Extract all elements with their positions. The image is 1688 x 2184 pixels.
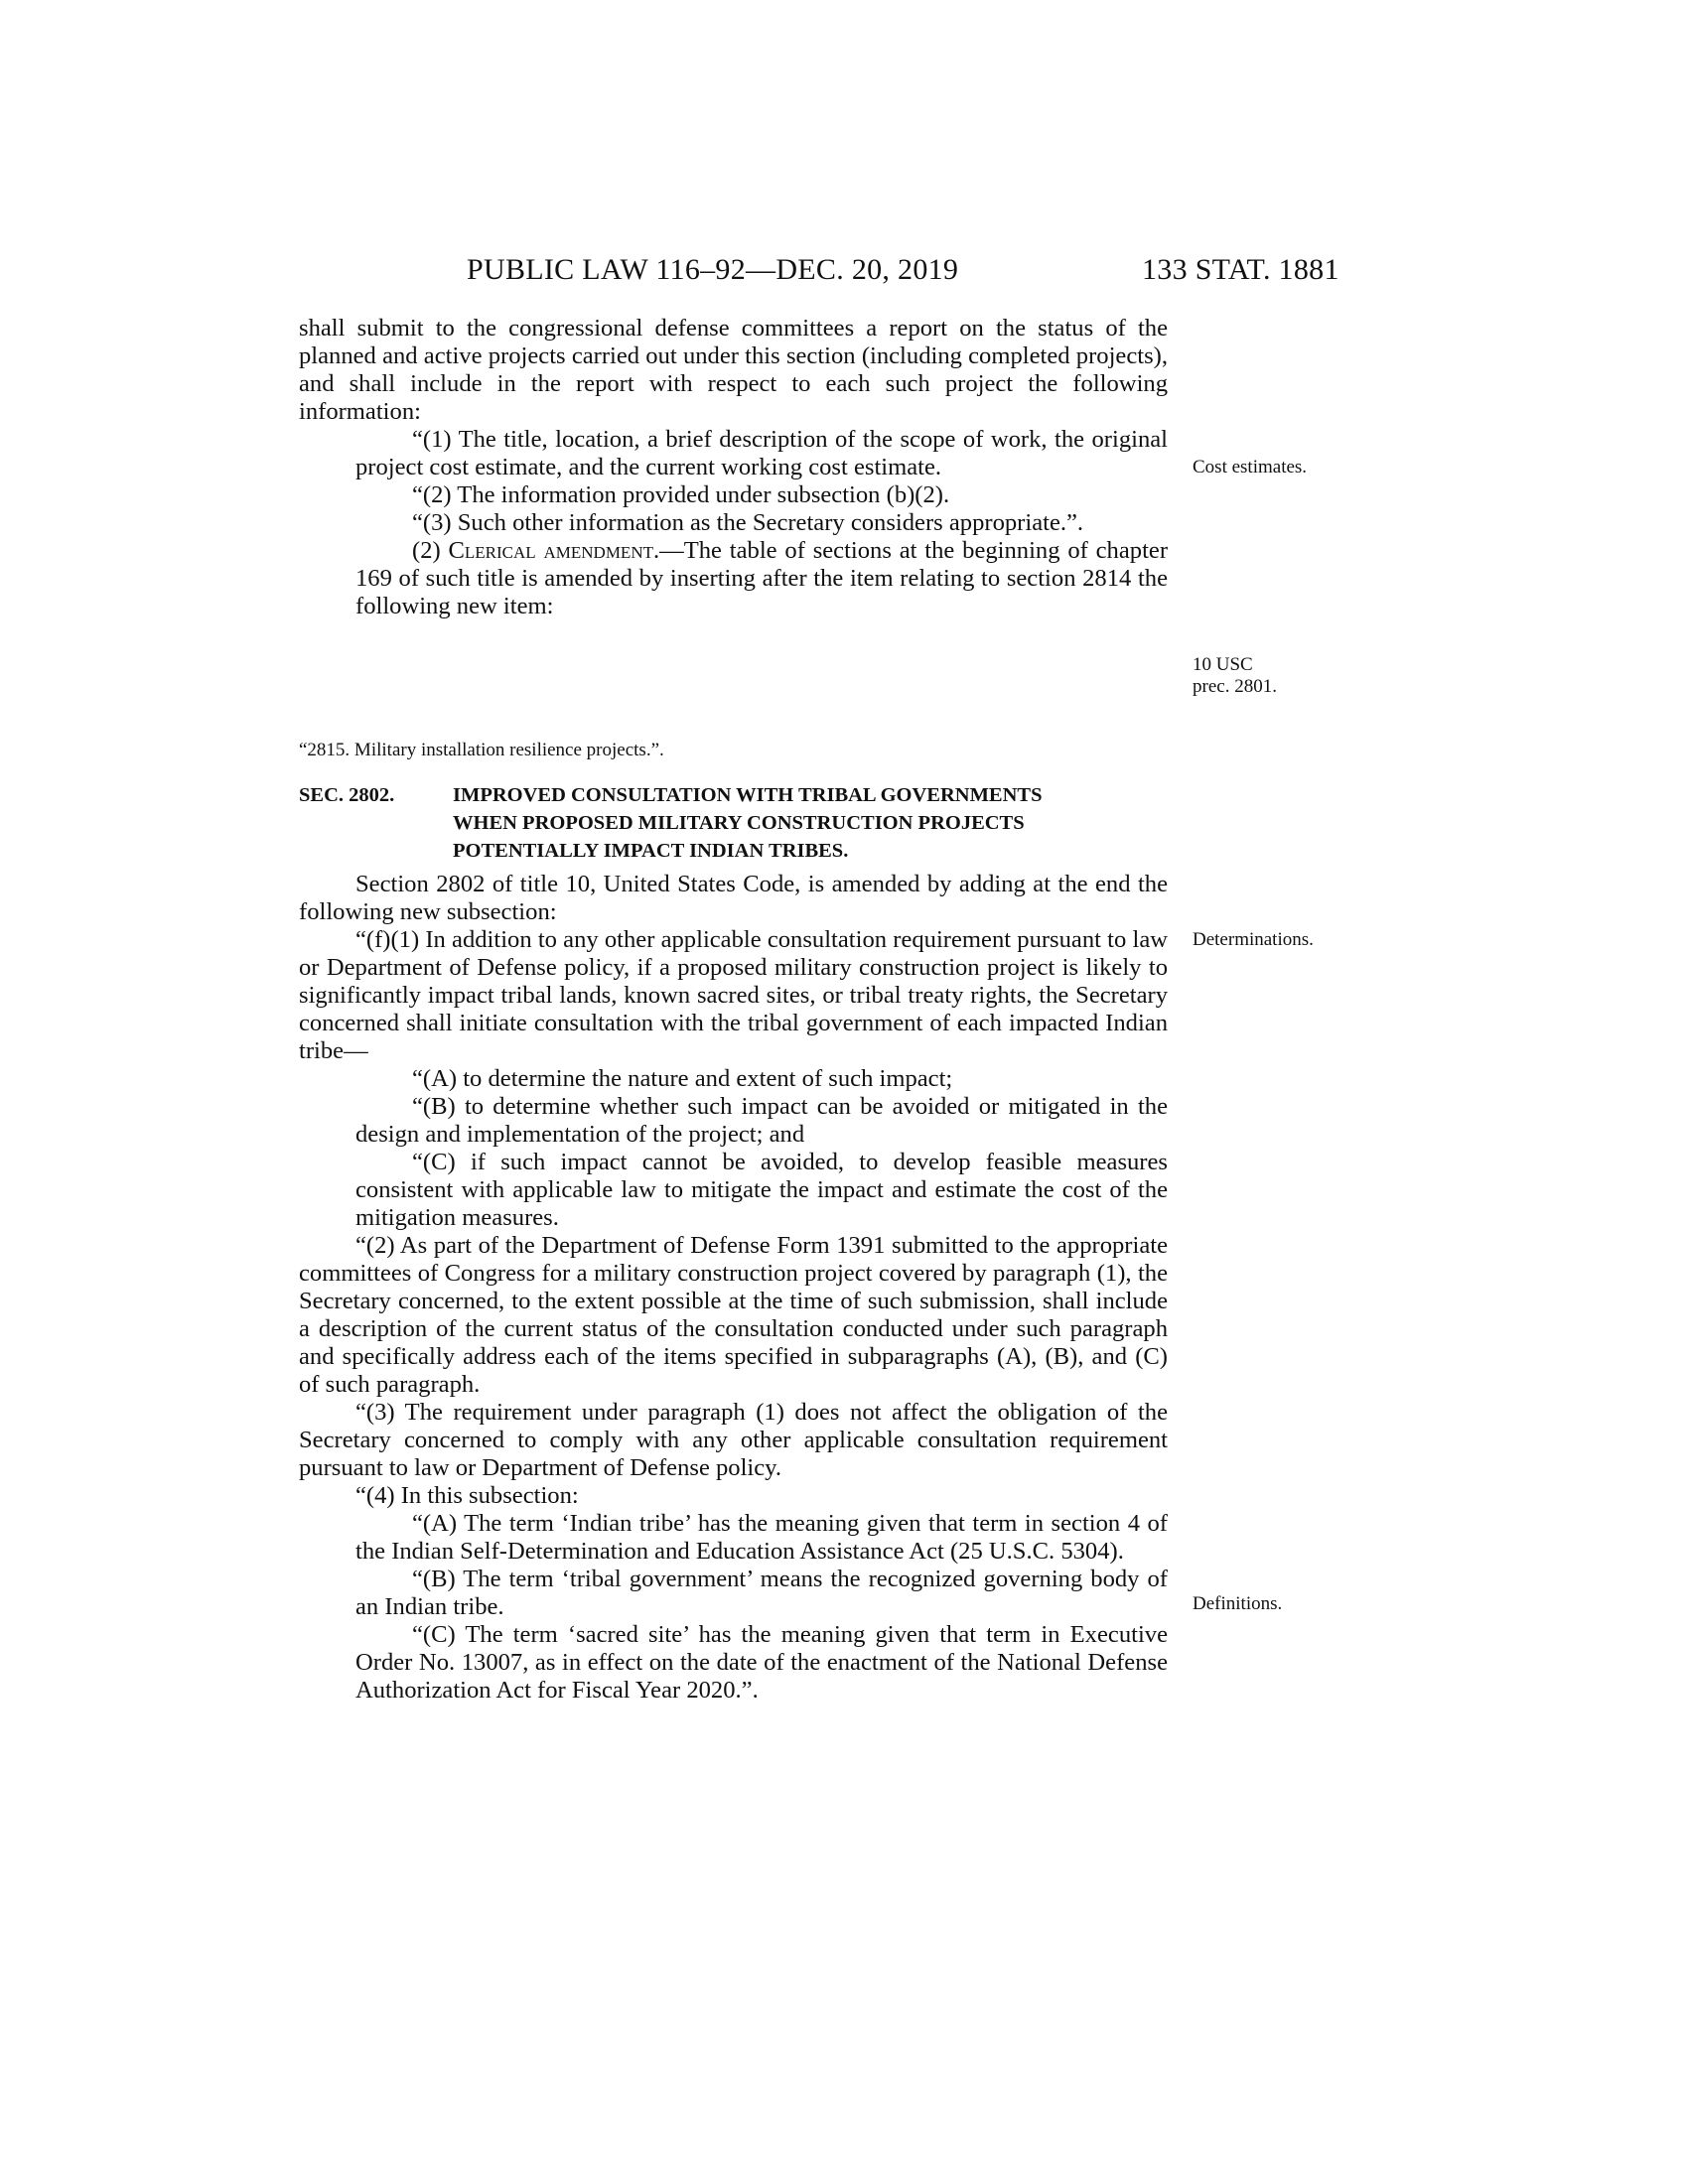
running-header-title: PUBLIC LAW 116–92—DEC. 20, 2019 [467, 253, 959, 286]
paragraph-report-requirement: shall submit to the congressional defense committees a report on the status of the planned and active projects carried out under this section (including completed projects), and shall include in the report with respect to each such project the following information: [299, 315, 1168, 425]
page-number: 133 STAT. 1881 [1142, 253, 1339, 286]
section-title-line-1: IMPROVED CONSULTATION WITH TRIBAL GOVERNMENTS [453, 784, 1043, 806]
paragraph-2-information: “(2) The information provided under subsection (b)(2). [412, 481, 950, 508]
margin-note-usc-line-2: prec. 2801. [1193, 676, 1277, 697]
clerical-amendment-paragraph [299, 537, 1168, 620]
section-title-line-2: WHEN PROPOSED MILITARY CONSTRUCTION PROJECTS [453, 812, 1025, 834]
section-body [299, 871, 1168, 1705]
paragraph-3-other-information: “(3) Such other information as the Secretary considers appropriate.”. [412, 509, 1084, 536]
margin-note-determinations: Determinations. [1193, 929, 1314, 950]
paragraph-1-cost-estimate: “(1) The title, location, a brief description of the scope of work, the original project cost estimate, and the current working cost estimate. [355, 426, 1168, 480]
section-heading [299, 781, 1168, 865]
clerical-amendment-number: (2) [412, 537, 449, 564]
continued-text-block [299, 315, 1168, 620]
clause-c: “(C) if such impact cannot be avoided, to develop feasible measures consistent with applicable law to mitigate the impact and estimate the cost of the mitigation measures. [355, 1149, 1168, 1231]
clause-b: “(B) to determine whether such impact can be avoided or mitigated in the design and implementation of the project; and [355, 1093, 1168, 1148]
table-of-sections-item: “2815. Military installation resilience projects.”. [299, 740, 664, 760]
section-number: SEC. 2802. [299, 784, 395, 806]
paragraph-2-form-1391: “(2) As part of the Department of Defense Form 1391 submitted to the appropriate committees of Congress for a military construction project covered by paragraph (1), the Secretary concerned, to the extent possible at the time of such submission, shall include a description of the current status of the consultation conducted under such paragraph and specifically address each of the items specified in subparagraphs (A), (B), and (C) of such paragraph. [299, 1232, 1168, 1398]
clerical-amendment-text: —The table of sections at the beginning of chapter 169 of such title is amended by inserting after the item relating to section 2814 the following new item: [355, 537, 1169, 619]
definition-tribal-government: “(B) The term ‘tribal government’ means the recognized governing body of an Indian tribe. [355, 1566, 1168, 1620]
clause-a: “(A) to determine the nature and extent of such impact; [412, 1065, 953, 1092]
margin-note-usc-line-1: 10 USC [1193, 654, 1253, 675]
clerical-amendment-heading: Clerical amendment. [448, 537, 660, 564]
section-title-line-3: POTENTIALLY IMPACT INDIAN TRIBES. [453, 840, 849, 862]
paragraph-3-requirement: “(3) The requirement under paragraph (1) does not affect the obligation of the Secretary concerned to comply with any other applicable consultation requirement pursuant to law or Department of Defense policy. [299, 1399, 1168, 1481]
amendment-intro: Section 2802 of title 10, United States Code, is amended by adding at the end the following new subsection: [299, 871, 1168, 925]
definition-sacred-site: “(C) The term ‘sacred site’ has the meaning given that term in Executive Order No. 13007, as in effect on the date of the enactment of the National Defense Authorization Act for Fiscal Year 2020.”. [355, 1621, 1168, 1704]
paragraph-4-definitions-intro: “(4) In this subsection: [355, 1482, 579, 1509]
definition-indian-tribe: “(A) The term ‘Indian tribe’ has the meaning given that term in section 4 of the Indian Self-Determination and Education Assistance Act (25 U.S.C. 5304). [355, 1510, 1168, 1565]
subsection-f-1: “(f)(1) In addition to any other applicable consultation requirement pursuant to law or Department of Defense policy, if a proposed military construction project is likely to significantly impact tribal lands, known sacred sites, or tribal treaty rights, the Secretary concerned shall initiate consultation with the tribal government of each impacted Indian tribe— [299, 926, 1168, 1064]
margin-note-definitions: Definitions. [1193, 1593, 1283, 1614]
margin-note-cost-estimates: Cost estimates. [1193, 457, 1308, 478]
